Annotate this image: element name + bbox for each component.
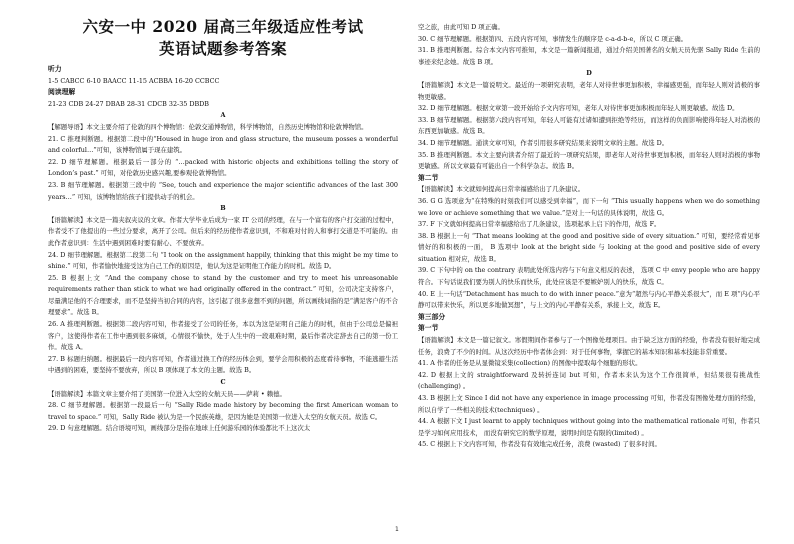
left-column [48, 10, 398, 435]
section-heading: 第一节 [418, 324, 439, 333]
listening-answers: 1-5 CABCC 6-10 BAACC 11-15 ACBBA 16-20 CCBCC [48, 76, 220, 85]
listening-heading: 听力 [48, 65, 62, 73]
reading-answers: 21-23 CDB 24-27 DBAB 28-31 CDCB 32-35 DBDB [48, 99, 209, 108]
answer-explanation-paragraph: 41. A 作者的任务是从显微镜采集(collection) 的图像中提取每个细胞的形状。 [418, 359, 642, 368]
answer-explanation-paragraph: 【语篇解读】本文是一篇说明文。最近的一项研究表明，老年人对待世事更加积极，幸福感更强，而年轻人则对消极的事物更敏感。 [418, 80, 760, 101]
reading-heading: 阅读理解 [48, 88, 76, 97]
answer-explanation-paragraph: 40. E 上一句话“Detachment has much to do with inner peace.”意为“超然与内心平静关系很大”，而 E 项“内心平静可以带来快乐，所以更多地做冥想”，与上文的内心平静有关系，承接上文，故选 E。 [418, 289, 760, 310]
passage-section-label: C [220, 378, 226, 387]
answer-explanation-paragraph: 26. A 推理判断题。根据第二段内容可知，作者接受了公司的任务，本以为这是证明自己能力的时机，但由于公司总是偏袒客户，这使得作者在工作中遇到很多麻烦，心情很不愉快，处于人生中的一段艰难时期，最后作者决定辞去自己的第一份工作。故选 A。 [48, 320, 398, 352]
answer-explanation-paragraph: 36. G G 选项意为“在特殊的时刻我们可以感受到幸福”，而下一句 “This usually happens when we do something we love or achieve something that we value.”是对上一句话的具体说明，故选 G。 [418, 196, 760, 217]
answer-explanation-paragraph: 45. C 根据上下文内容可知，作者没有有效地完成任务，浪费 (wasted) 了很多时间。 [418, 440, 661, 449]
answer-explanation-paragraph: 44. A 根据下文 I just learnt to apply techniques without going into the mathematical rationale 可知，作者只是学习如何应用技术， 而没有研究它的数学原理，说明时间是有限的(limited) 。 [418, 417, 760, 437]
answer-explanation-paragraph: 38. B 根据上一句 “That means looking at the good and positive side of every situation.” 可知，要经常看见事情好的和积极的一面， B 选项中 look at the bright side 与 looking at the good and positive side of every situation 相对应，故选 B。 [418, 231, 760, 263]
answer-explanation-paragraph: 33. B 细节理解题。根据第六段内容可知，年轻人可能有过诸如遭到拒绝等经历，而这样的负面影响使得年轻人对消极的东西更加敏感。故选 B。 [418, 115, 760, 136]
right-column [418, 22, 760, 451]
answer-explanation-paragraph: 21. C 推理判断题。根据第二段中的“Housed in huge iron and glass structure, the museum posses a wonderful and colorful…”可知，该博物馆属于现在建筑。 [48, 134, 398, 155]
page-number: 1 [395, 526, 399, 533]
answer-explanation-paragraph: 【语篇解读】本文是一篇夹叙夹议的文章。作者大学毕业后成为一家 IT 公司的经理，在与一个富有的客户打交道的过程中，作者受不了他提出的一些过分要求，离开了公司。但后来的经历使作者意识到，不和难对付的人和事打交道是不可能的。由此作者意识到：生活中遇到困难时要有耐心、不要放弃。 [48, 215, 398, 247]
answer-explanation-paragraph: 30. C 细节理解题。根据第四、五段内容可知，事情发生的顺序是 c-a-d-b-e，所以 C 项正确。 [418, 34, 687, 43]
answer-explanation-paragraph: 28. C 细节理解题。根据第一段最后一句 “Sally Ride made history by becoming the first American woman to travel to space.” 可知，Sally Ride 被认为是一个民族英雄，是因为她是美国第一位进入太空的女航天员。故选 C。 [48, 401, 398, 421]
page-title-line1: 六安一中 2020 届高三年级适应性考试 [82, 17, 364, 36]
section-heading: 第三部分 [418, 312, 446, 321]
answer-explanation-paragraph: 23. B 细节理解题。根据第三段中的 “See, touch and experience the major scientific advances of the last 300 years…” 可知，该博物馆给孩子们提供动手的机会。 [48, 180, 398, 201]
answer-explanation-paragraph: 25. B 根据上文 “And the company chose to stand by the customer and try to meet his unreasonable requirements rather than stick to what we had originally offered in the contract.” 可知，公司决定支持客户，尽量满足他的不合理要求，而不是坚持当初合同的内容，这引起了很多意想不到的问题，所以画线词指的是“满足客户的不合理要求”。故选 B。 [48, 273, 398, 317]
answer-explanation-paragraph: 22. D 细节理解题。根据最后一部分的 “…packed with historic objects and exhibitions telling the story of London’s past.” 可知，对伦敦历史感兴趣,要参观伦敦博物馆。 [48, 157, 398, 178]
section-heading: 第二节 [418, 173, 439, 182]
passage-section-label: A [220, 111, 226, 120]
answer-explanation-paragraph: 24. D 细节理解题。根据第二段第二句 “I took on the assignment happily, thinking that this might be my time to shine.” 可知，作者愉快地接受这为自己工作的原因是，他认为这是证明他工作能力的时机。故选 D。 [48, 250, 398, 271]
answer-explanation-paragraph: 29. D 句意理解题。结合语境可知，画线部分是指在地球上任何游乐园的体验都比不上这次太 [48, 424, 311, 433]
answer-explanation-paragraph: 31. B 推理判断题。综合本文内容可推知，本文是一篇新闻报道，通过介绍美国著名的女航天员先驱 Sally Ride 生前的事迹来纪念她。故选 B 项。 [418, 46, 760, 66]
answer-explanation-paragraph: 37. F 下文就如何提高日常幸福感给出了几条建议，选项起承上启下的作用，故选 F。 [418, 220, 661, 229]
answer-explanation-paragraph: 34. D 细节理解题。通读文章可知，作者引用很多研究结果来说明文章的主题。故选 D。 [418, 138, 669, 147]
answer-explanation-paragraph: 35. B 推理判断题。本文主要向读者介绍了最近的一项研究结果，即老年人对待世事更加积极，而年轻人则对消极的事物更敏感。所以文章最有可能出自一个科学杂志。故选 B。 [418, 150, 760, 171]
answer-explanation-paragraph: 43. B 根据上文 Since I did not have any experience in image processing 可知，作者没有图像处理方面的经验，所以自学了一些相关的技术(techniques) 。 [418, 394, 760, 414]
answer-explanation-paragraph: 空之旅，由此可知 D 项正确。 [418, 23, 504, 31]
answer-explanation-paragraph: 39. C 下句中的 on the contrary 表明此处所选内容与下句意义相反的表述， 选项 C 中 envy people who are happy 符合。下句话说我们要为别人的快乐而快乐，此处应该是不要嫉妒别人的快乐，故选 C。 [418, 266, 760, 287]
answer-explanation-paragraph: 42. D 根据上文的 straightforward 及转折连词 but 可知，作者本来认为这个工作很简单，但结果很有挑战性(challenging) 。 [418, 370, 760, 391]
answer-explanation-paragraph: 【语篇解读】本文是一篇记叙文。寒假期间作者参与了一个图像处理项目。由于缺乏这方面的经验，作者没有很好地完成任务，浪费了不少的时间。从这次经历中作者体会到：对于任何事物，掌握它的基本知识和基本技能非常重要。 [418, 336, 760, 356]
answer-explanation-paragraph: 32. D 细节理解题。根据文章第一段开始给予文内容可知，老年人对待世事更加积极而年轻人则更敏感。故选 D。 [418, 104, 739, 113]
passage-section-label: B [220, 204, 226, 213]
right-column-body [418, 22, 760, 451]
answer-explanation-paragraph: 【解题导语】本文主要介绍了伦敦的四个博物馆：伦敦交通博物馆，科学博物馆，自然历史博物馆和伦敦博物馆。 [48, 122, 368, 131]
answer-explanation-paragraph: 【语篇解读】本篇文章主要介绍了美国第一位进入太空的女航天员——萨莉 • 赖德。 [48, 389, 286, 398]
answer-explanation-paragraph: 【语篇解读】本文就如何提高日常幸福感给出了几条建议。 [418, 185, 585, 194]
passage-section-label: D [586, 69, 592, 78]
page-title-line2: 英语试题参考答案 [158, 39, 287, 58]
answer-explanation-paragraph: 27. B 标题归纳题。根据最后一段内容可知，作者通过换工作的经历体会到，要学会用积极的态度看待事物，不能逃避生活中遇到的困难，要坚持不要放弃，所以 B 项体现了本文的主题。故选 B。 [48, 354, 398, 375]
left-column-body [48, 110, 398, 435]
